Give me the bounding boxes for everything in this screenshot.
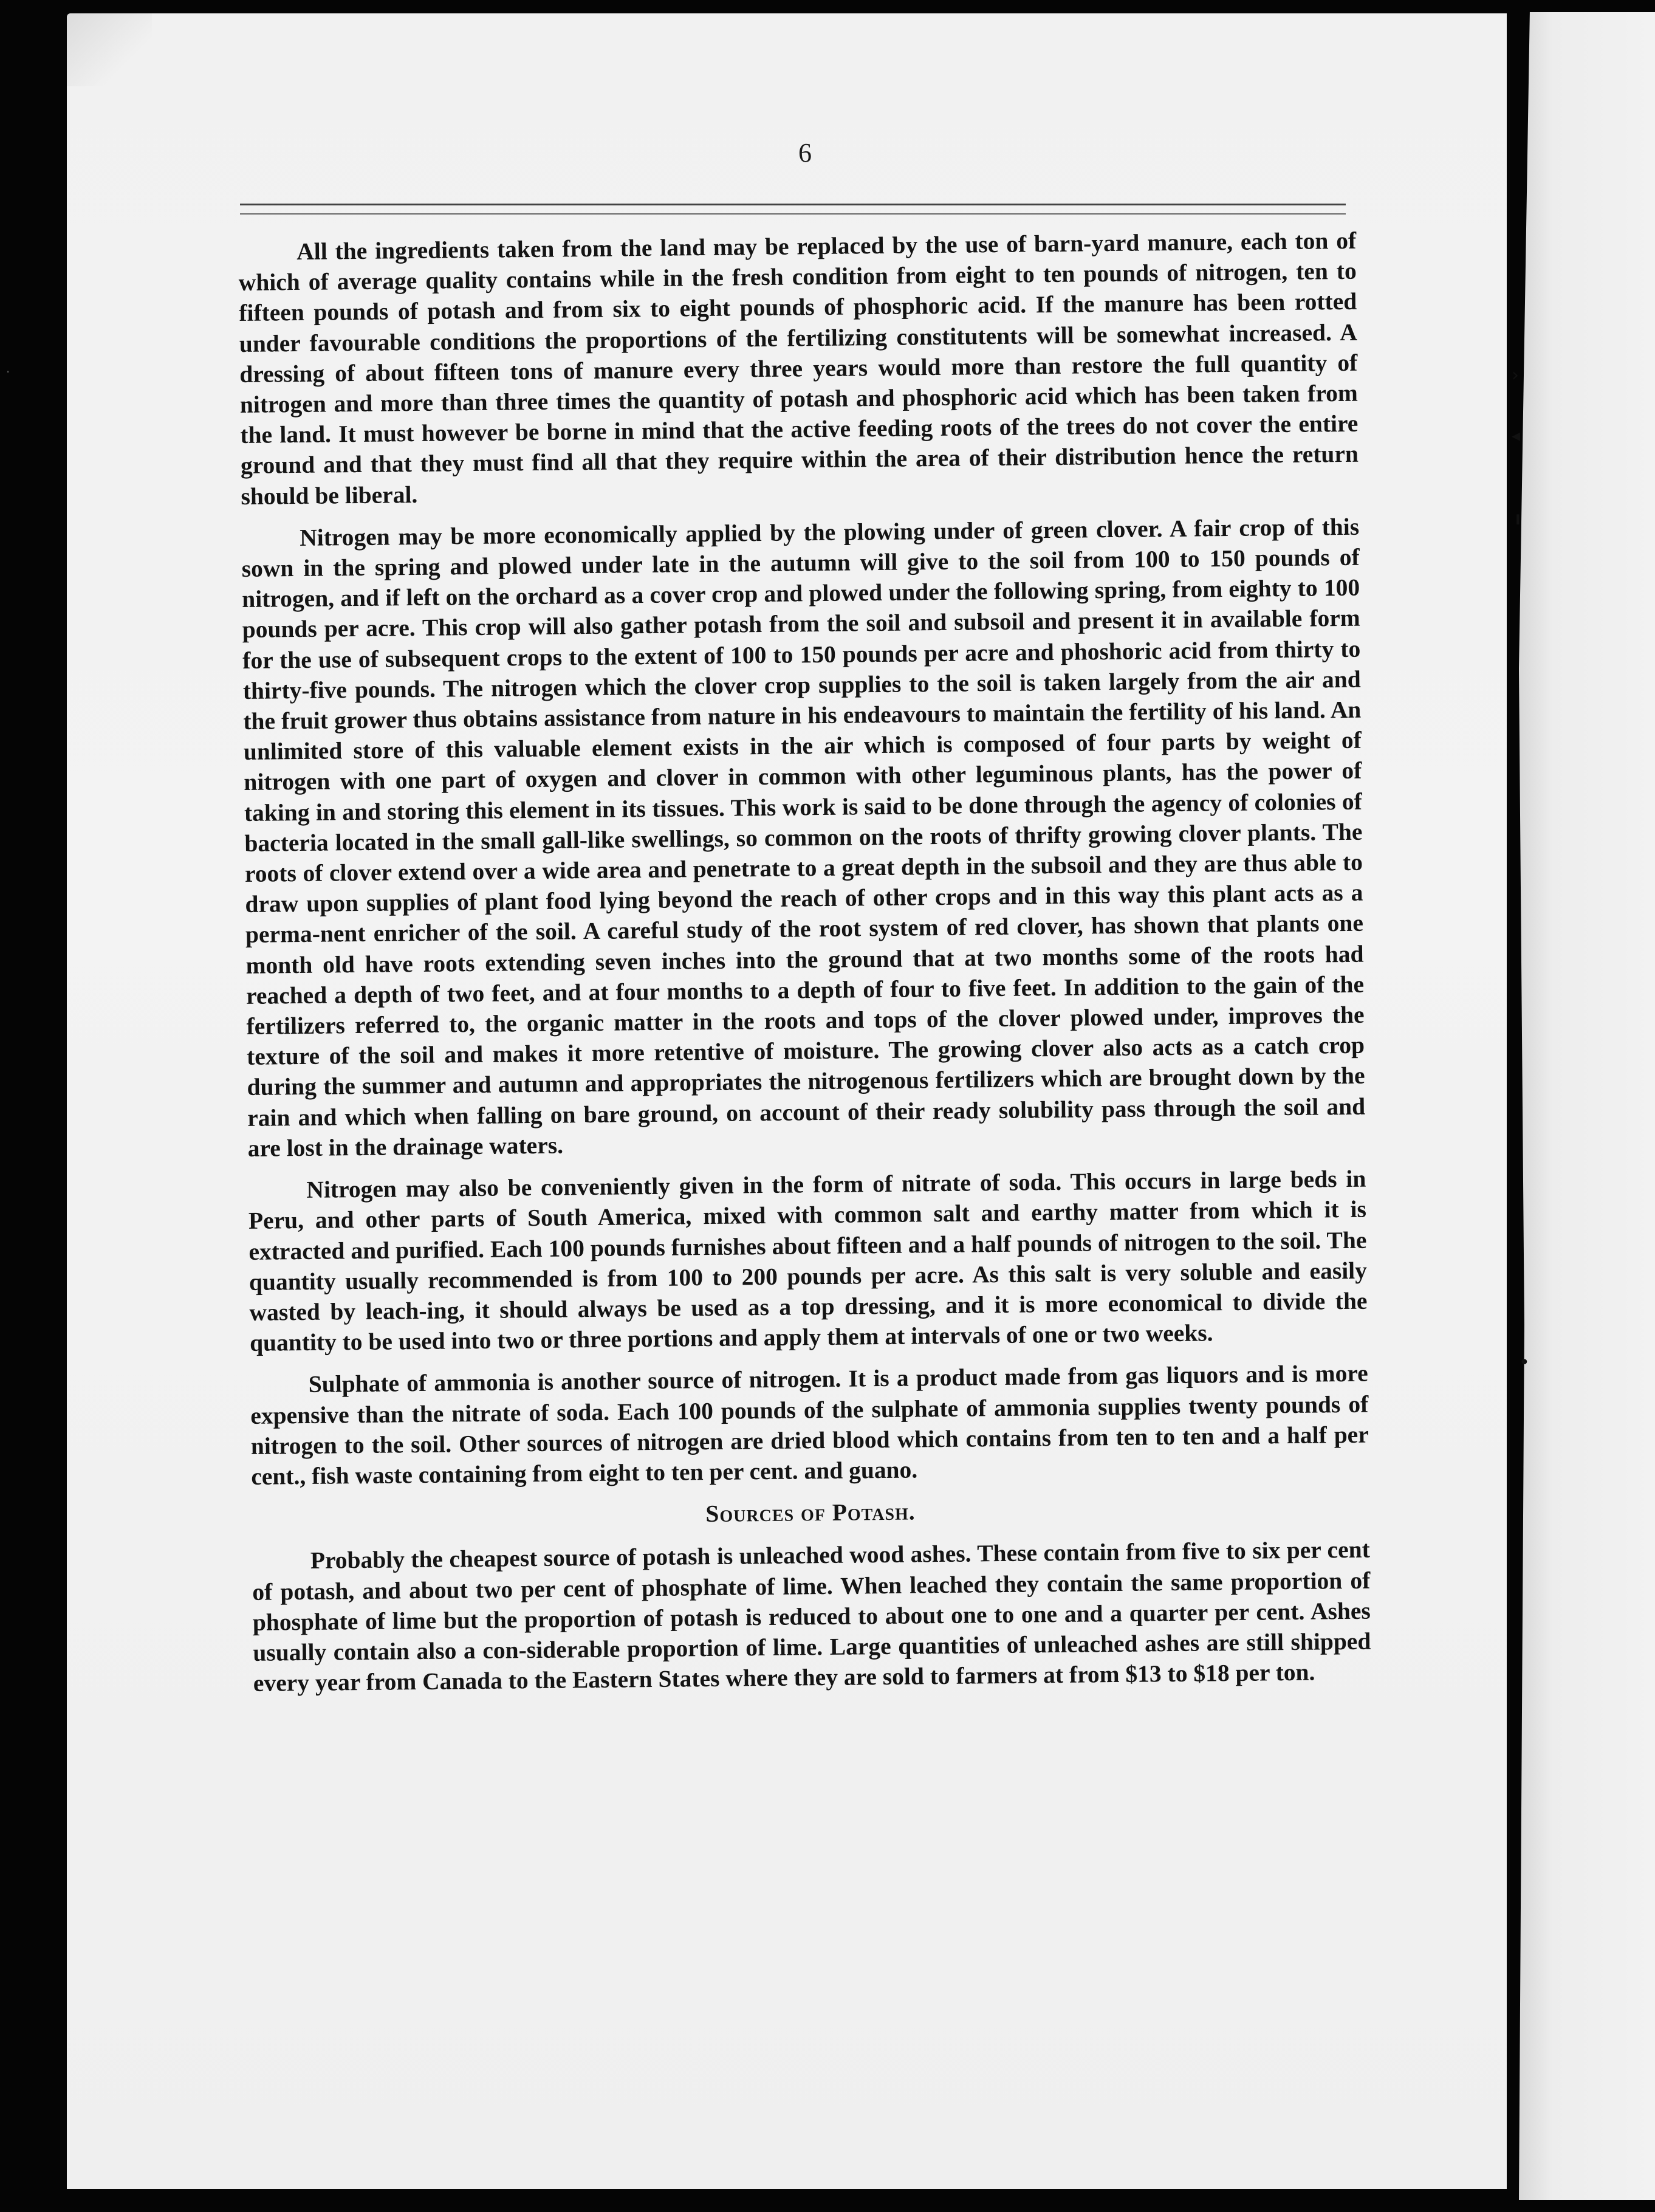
edge-mark: · — [6, 365, 10, 379]
header-rule — [240, 213, 1346, 215]
edge-mark: • — [1519, 1352, 1530, 1373]
header-rule — [240, 204, 1346, 205]
paragraph: Sulphate of ammonia is another source of nitrogen. It is a product made from gas liquors and is more expensive than the nitrate of soda. Each 100 pounds of the sulphate of ammonia supplies twenty pounds of nitrogen to the soil. Other sources of nitrogen are dried blood which contains from ten to ten and a half per cent., fish waste containing from eight to ten per cent. and guano. — [250, 1359, 1369, 1490]
paragraph: Nitrogen may also be conveniently given in the form of nitrate of soda. This occurs in large beds in Peru, and other parts of South America, mixed with common salt and earthy matter from which it is extracted and purified. Each 100 pounds furnishes about fifteen and a half pounds of nitrogen to the soil. The quantity usually recommended is from 100 to 200 pounds per acre. As this salt is very soluble and easily wasted by leach-ing, it should always be used as a top dressing, and it is more economical to divide the quantity to be used into two or three portions and apply them at intervals of one or two weeks. — [248, 1165, 1368, 1357]
section-heading: Sources of Potash. — [705, 1498, 916, 1528]
paragraph: Probably the cheapest source of potash is unleached wood ashes. These contain from five to six per cent of potash, and about two per cent of phosphate of lime. When leached they contain the same proportion of phosphate of lime but the proportion of potash is reduced to about one to one and a quarter per cent. Ashes usually contain also a con-siderable proportion of lime. Large quantities of unleached ashes are still shipped every year from Canada to the Eastern States where they are sold to farmers at from $13 to $18 per ton. — [252, 1536, 1371, 1697]
edge-mark: › — [1512, 365, 1519, 386]
paragraph: All the ingredients taken from the land may be replaced by the use of barn-yard manure, each ton of which of average quality contains while in the fresh condition from eight to ten pounds of nitrogen, ten to fifteen pounds of potash and from six to eight pounds of phosphoric acid. If the manure has been rotted under favourable conditions the proportions of the fertilizing constitutents will be somewhat increased. A dressing of about fifteen tons of manure every three years would more than restore the full quantity of nitrogen and more than three times the quantity of potash and phosphoric acid which has been taken from the land. It must however be borne in mind that the active feeding roots of the trees do not cover the entire ground and that they must find all that they require within the area of their distribution hence the return should be liberal. — [238, 227, 1359, 510]
adjacent-page-edge — [1519, 12, 1655, 2200]
edge-mark: ╻ — [1513, 504, 1523, 524]
body-text — [238, 225, 1371, 1710]
page-number: 6 — [798, 138, 812, 168]
edge-mark: ◂ — [1512, 425, 1521, 445]
paragraph: Nitrogen may be more economically applied by the plowing under of green clover. A fair crop of this sown in the spring and plowed under late in the autumn will give to the soil from 100 to 150 pounds of nitrogen, and if left on the orchard as a cover crop and plowed under the following spring, from eighty to 100 pounds per acre. This crop will also gather potash from the soil and subsoil and present it in available form for the use of subsequent crops to the extent of 100 to 150 pounds per acre and phoshoric acid from thirty to thirty-five pounds. The nitrogen which the clover crop supplies to the soil is taken largely from the air and the fruit grower thus obtains assistance from nature in his endeavours to maintain the fertility of his land. An unlimited store of this valuable element exists in the air which is composed of four parts by weight of nitrogen with one part of oxygen and clover in common with other leguminous plants, has the power of taking in and storing this element in its tissues. This work is said to be done through the agency of colonies of bacteria located in the small gall-like swellings, so common on the roots of thrifty growing clover plants. The roots of clover extend over a wide area and penetrate to a great depth in the subsoil and they are thus able to draw upon supplies of plant food lying beyond the reach of other crops and in this way this plant acts as a perma-nent enricher of the soil. A careful study of the root system of red clover, has shown that plants one month old have roots extending seven inches into the ground that at two months some of the roots had reached a depth of two feet, and at four months to a depth of four to five feet. In addition to the gain of the fertilizers referred to, the organic matter in the roots and tops of the clover plowed under, improves the texture of the soil and makes it more retentive of moisture. The growing clover also acts as a catch crop during the summer and autumn and appropriates the nitrogenous fertilizers which are brought down by the rain and which when falling on bare ground, on account of their ready solubility pass through the soil and are lost in the drainage waters. — [241, 513, 1366, 1162]
